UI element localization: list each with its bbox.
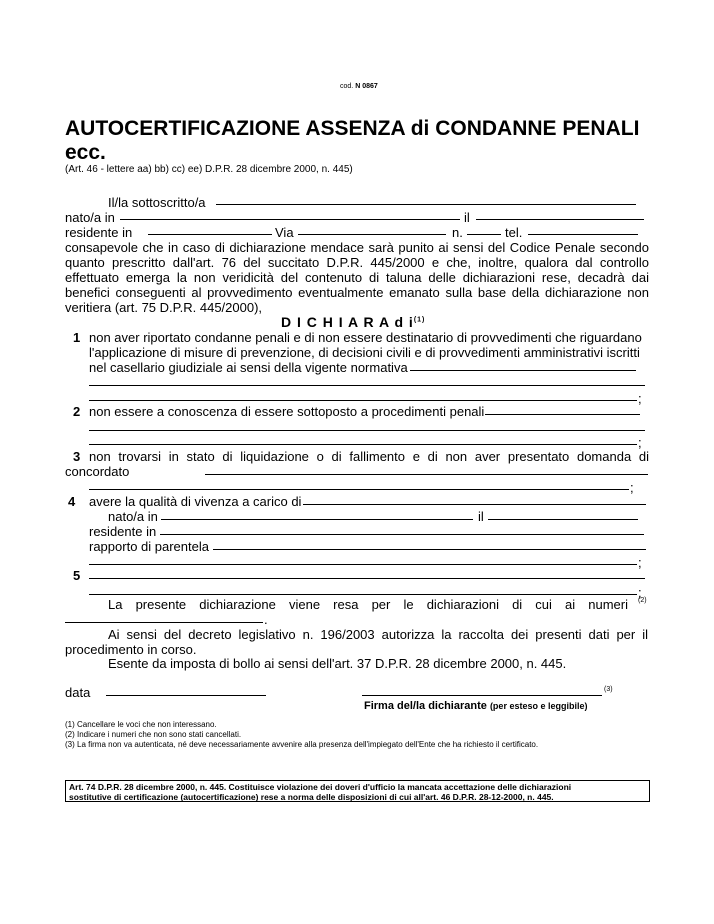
born-on-label: il [464,210,470,225]
street-number-field[interactable] [467,234,501,235]
awareness-line-4: benefici conseguenti al provvedimento eventualmente emanato sulla base della dichiarazione non [65,285,649,300]
awareness-line-5b: veritiera (art. 75 D.P.R. 445/2000), [65,300,263,315]
item-4-dependent-field[interactable] [303,504,646,505]
item-5-field-b[interactable] [89,594,637,595]
presented-note: (2) [638,597,647,604]
signature-field[interactable] [362,695,602,696]
undersigned-label: Il/la sottoscritto/a [108,195,206,210]
item-1-number: 1 [73,330,81,345]
resident-in-label: residente in [65,225,133,240]
item-2-end: ; [638,435,642,450]
item-5-field-a[interactable] [89,578,645,579]
item-1-end: ; [638,391,642,406]
item-3-field-a[interactable] [205,474,648,475]
item-2-field-c[interactable] [89,444,637,445]
legal-notice-line-2: sostitutive di certificazione (autocertificazione) rese a norma delle disposizioni di cui all'art. 46 D.P.R. 28-12-2000, n. 445. [69,792,554,802]
item-1-line-3: nel casellario giudiziale ai sensi della vigente normativa [89,360,408,375]
street-field[interactable] [298,234,446,235]
item-1-field-b[interactable] [89,385,645,386]
awareness-line-3: effettuato emerga la non veridicità del contenuto di taluna delle dichiarazioni rese, decadrà dai [65,270,649,285]
item-2-text: non essere a conoscenza di essere sottoposto a procedimenti penali [89,404,485,419]
presented-statement: La presente dichiarazione viene resa per le dichiarazioni di cui ai numeri [108,597,628,612]
stamp-exemption: Esente da imposta di bollo ai sensi dell'art. 37 D.P.R. 28 dicembre 2000, n. 445. [108,656,567,671]
item-4-resident-field[interactable] [160,534,644,535]
presented-numbers-field[interactable] [65,622,263,623]
born-in-label: nato/a in [65,210,115,225]
resident-in-field[interactable] [148,234,272,235]
item-4-born-label: nato/a in [108,509,158,524]
form-code [340,83,378,90]
item-2-field-b[interactable] [89,430,645,431]
item-4-on-field[interactable] [488,519,638,520]
undersigned-field[interactable] [216,204,636,205]
item-3-field-b[interactable] [89,489,629,490]
form-code-number: N 0867 [355,83,378,90]
signature-caption [364,700,587,712]
privacy-line-2: procedimento in corso. [65,642,197,657]
privacy-line-1: Ai sensi del decreto legislativo n. 196/2003 autorizza la raccolta dei presenti dati per il [108,627,648,642]
item-2-number: 2 [73,404,81,419]
item-5-end: ; [638,585,642,600]
footnote-2: (2) Indicare i numeri che non sono stati cancellati. [65,730,242,739]
date-field[interactable] [106,695,266,696]
item-4-relationship-field[interactable] [213,549,646,550]
item-4-end: ; [638,555,642,570]
signature-label: Firma del/la dichiarante [364,700,487,712]
item-1-line-2: l'applicazione di misure di prevenzione, di decisioni civili e di provvedimenti amministrativi iscritti [89,345,640,360]
item-1-field-a[interactable] [410,370,636,371]
footnote-3: (3) La firma non va autenticata, né deve necessariamente avvenire alla presenza dell'impiegato dell'Ente che ha richiesto il certificato. [65,740,539,749]
item-3-end: ; [630,480,634,495]
page-subtitle: (Art. 46 - lettere aa) bb) cc) ee) D.P.R. 28 dicembre 2000, n. 445) [65,164,353,175]
item-4-on-label: il [478,509,484,524]
item-4-text: avere la qualità di vivenza a carico di [89,494,302,509]
signature-hint: (per esteso e leggibile) [489,701,588,711]
item-4-resident-label: residente in [89,524,157,539]
item-1-field-c[interactable] [89,400,637,401]
item-4-born-field[interactable] [161,519,473,520]
page-title-cont: ecc. [65,141,106,164]
declares-label: D I C H I A R A d i [281,314,414,330]
legal-notice-line-1: Art. 74 D.P.R. 28 dicembre 2000, n. 445. Costituisce violazione dei doveri d'ufficio la mancata accettazione delle dichiarazioni [69,782,572,792]
declares-note: (1) [413,316,426,324]
form-code-prefix: cod. [340,83,354,90]
item-5-number: 5 [73,568,81,583]
footnote-1: (1) Cancellare le voci che non interessano. [65,720,217,729]
item-3-line-2: concordato [65,464,130,479]
awareness-line-1: consapevole che in caso di dichiarazione mendace sarà punito ai sensi del Codice Penale secondo [65,240,649,255]
item-3-number: 3 [73,449,81,464]
item-4-number: 4 [68,494,76,509]
page-title: AUTOCERTIFICAZIONE ASSENZA di CONDANNE PENALI [65,117,640,140]
item-4-relationship-label: rapporto di parentela [89,539,209,554]
item-3-line-1: non trovarsi in stato di liquidazione o di fallimento e di non aver presentato domanda di [89,449,649,464]
signature-note: (3) [604,686,613,693]
item-1-line-1: non aver riportato condanne penali e di non essere destinatario di provvedimenti che riguardano [89,330,642,345]
legal-notice-box [65,780,650,802]
tel-field[interactable] [528,234,638,235]
awareness-line-2: quanto prescritto dall'art. 76 del succitato D.P.R. 445/2000 e che, inoltre, qualora dal controllo [65,255,649,270]
declares-heading [281,314,425,330]
born-in-field[interactable] [120,219,460,220]
presented-end: . [264,612,268,627]
born-on-field[interactable] [476,219,644,220]
street-number-label: n. [452,225,463,240]
item-2-field-a[interactable] [485,414,640,415]
street-label: Via [275,225,294,240]
tel-label: tel. [505,225,523,240]
date-label: data [65,685,91,700]
item-4-extra-field[interactable] [89,564,637,565]
